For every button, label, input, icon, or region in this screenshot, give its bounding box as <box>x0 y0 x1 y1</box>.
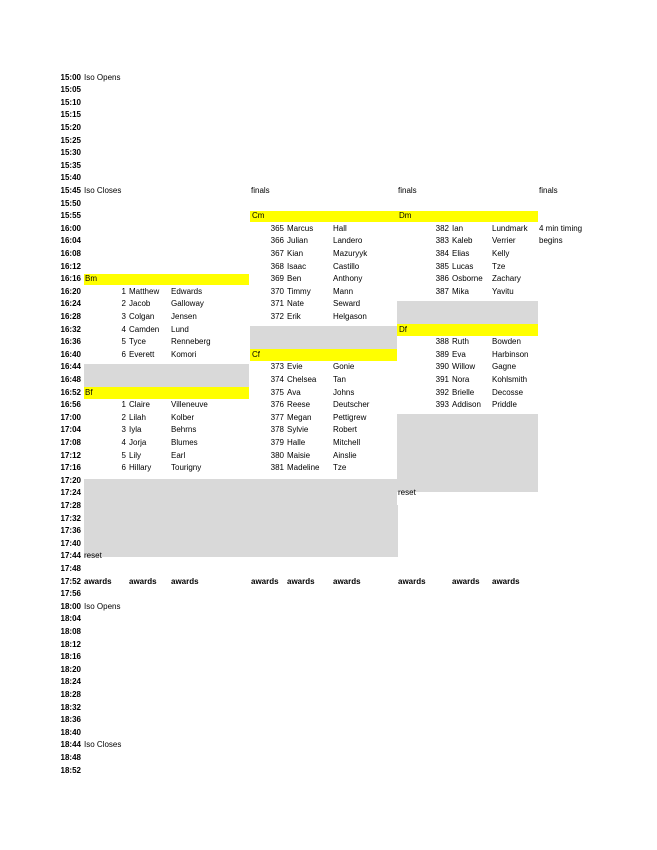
athlete-first-name: Madeline <box>287 463 320 473</box>
athlete-number: 390 <box>435 362 449 372</box>
athlete-number: 374 <box>270 374 284 384</box>
athlete-number: 391 <box>435 374 449 384</box>
time-label: 15:05 <box>60 85 81 95</box>
athlete-number: 367 <box>270 248 284 258</box>
time-label: 16:00 <box>60 223 81 233</box>
athlete-number: 5 <box>121 450 126 460</box>
heat-header-df <box>397 324 538 336</box>
athlete-first-name: Mika <box>452 286 469 296</box>
athlete-last-name: Bowden <box>492 337 521 347</box>
athlete-number: 379 <box>270 437 284 447</box>
athlete-number: 3 <box>121 425 126 435</box>
time-label: 17:32 <box>60 513 81 523</box>
time-label: 17:48 <box>60 563 81 573</box>
time-label: 16:24 <box>60 299 81 309</box>
time-label: 16:12 <box>60 261 81 271</box>
athlete-number: 6 <box>121 349 126 359</box>
heat-label-bf: Bf <box>85 387 93 397</box>
time-label: 16:08 <box>60 248 81 258</box>
heat-label-dm: Dm <box>399 211 412 221</box>
athlete-first-name: Everett <box>129 349 155 359</box>
athlete-number: 369 <box>270 274 284 284</box>
time-label: 18:00 <box>60 601 81 611</box>
time-label: 17:24 <box>60 488 81 498</box>
time-label: 16:36 <box>60 337 81 347</box>
time-label: 17:20 <box>60 475 81 485</box>
athlete-number: 371 <box>270 299 284 309</box>
athlete-first-name: Matthew <box>129 286 160 296</box>
athlete-first-name: Evie <box>287 362 303 372</box>
athlete-first-name: Ben <box>287 274 302 284</box>
athlete-number: 380 <box>270 450 284 460</box>
event-label: Iso Closes <box>84 740 122 750</box>
athlete-first-name: Brielle <box>452 387 475 397</box>
event-label: Iso Closes <box>84 185 122 195</box>
athlete-first-name: Kian <box>287 248 304 258</box>
athlete-first-name: Elias <box>452 248 470 258</box>
athlete-first-name: Isaac <box>287 261 307 271</box>
athlete-first-name: Julian <box>287 236 308 246</box>
athlete-first-name: Sylvie <box>287 425 309 435</box>
time-label: 17:04 <box>60 425 81 435</box>
time-label: 18:32 <box>60 702 81 712</box>
athlete-first-name: Jacob <box>129 299 151 309</box>
timing-note: begins <box>539 236 563 246</box>
time-label: 15:25 <box>60 135 81 145</box>
athlete-last-name: Tan <box>333 374 346 384</box>
time-label: 17:44 <box>60 551 81 561</box>
athlete-last-name: Galloway <box>171 299 204 309</box>
athlete-number: 2 <box>121 299 126 309</box>
athlete-first-name: Claire <box>129 400 150 410</box>
timing-note: 4 min timing <box>539 223 583 233</box>
time-label: 18:40 <box>60 727 81 737</box>
athlete-last-name: Lundmark <box>492 223 528 233</box>
athlete-first-name: Reese <box>287 400 311 410</box>
athlete-last-name: Villeneuve <box>171 400 208 410</box>
finals-label: finals <box>539 185 558 195</box>
athlete-first-name: Lily <box>129 450 142 460</box>
time-label: 16:16 <box>60 274 81 284</box>
athlete-last-name: Castillo <box>333 261 360 271</box>
athlete-first-name: Addison <box>452 400 481 410</box>
athlete-first-name: Chelsea <box>287 374 317 384</box>
athlete-first-name: Hillary <box>129 463 152 473</box>
time-label: 15:10 <box>60 97 81 107</box>
heat-label-cm: Cm <box>252 211 265 221</box>
shade-block <box>250 326 397 351</box>
athlete-first-name: Camden <box>129 324 160 334</box>
athlete-number: 365 <box>270 223 284 233</box>
athlete-last-name: Edwards <box>171 286 203 296</box>
athlete-number: 387 <box>435 286 449 296</box>
athlete-last-name: Harbinson <box>492 349 529 359</box>
time-label: 16:28 <box>60 311 81 321</box>
athlete-last-name: Renneberg <box>171 337 211 347</box>
athlete-last-name: Gagne <box>492 362 517 372</box>
shade-block <box>84 479 397 557</box>
athlete-number: 5 <box>121 337 126 347</box>
time-label: 16:56 <box>60 400 81 410</box>
time-label: 18:16 <box>60 652 81 662</box>
athlete-last-name: Jensen <box>171 311 197 321</box>
athlete-last-name: Tze <box>492 261 506 271</box>
athlete-number: 368 <box>270 261 284 271</box>
athlete-last-name: Priddle <box>492 400 517 410</box>
time-label: 17:12 <box>60 450 81 460</box>
time-label: 18:04 <box>60 614 81 624</box>
athlete-last-name: Earl <box>171 450 186 460</box>
athlete-last-name: Helgason <box>333 311 367 321</box>
finals-label: finals <box>251 185 270 195</box>
athlete-last-name: Verrier <box>492 236 516 246</box>
athlete-first-name: Lilah <box>129 412 146 422</box>
heat-header-cf <box>250 349 397 361</box>
athlete-number: 2 <box>121 412 126 422</box>
awards-label: awards <box>251 576 279 586</box>
time-label: 18:24 <box>60 677 81 687</box>
athlete-first-name: Jorja <box>129 437 147 447</box>
time-label: 15:20 <box>60 122 81 132</box>
event-label: reset <box>84 551 102 561</box>
athlete-first-name: Halle <box>287 437 306 447</box>
awards-label: awards <box>287 576 315 586</box>
event-label: Iso Opens <box>84 601 121 611</box>
time-label: 18:52 <box>60 765 81 775</box>
athlete-number: 392 <box>435 387 449 397</box>
awards-label: awards <box>129 576 157 586</box>
time-label: 17:28 <box>60 500 81 510</box>
time-label: 17:16 <box>60 463 81 473</box>
time-label: 17:56 <box>60 589 81 599</box>
athlete-first-name: Tyce <box>129 337 146 347</box>
time-label: 17:36 <box>60 526 81 536</box>
athlete-number: 389 <box>435 349 449 359</box>
time-label: 18:28 <box>60 689 81 699</box>
athlete-number: 388 <box>435 337 449 347</box>
athlete-last-name: Johns <box>333 387 355 397</box>
heat-label-cf: Cf <box>252 349 260 359</box>
athlete-first-name: Iyla <box>129 425 142 435</box>
athlete-last-name: Robert <box>333 425 358 435</box>
athlete-first-name: Kaleb <box>452 236 473 246</box>
athlete-last-name: Yavitu <box>492 286 514 296</box>
athlete-number: 386 <box>435 274 449 284</box>
athlete-number: 377 <box>270 412 284 422</box>
athlete-last-name: Gonie <box>333 362 355 372</box>
athlete-number: 385 <box>435 261 449 271</box>
athlete-last-name: Komori <box>171 349 197 359</box>
time-label: 15:35 <box>60 160 81 170</box>
athlete-number: 384 <box>435 248 449 258</box>
shade-block <box>397 414 538 492</box>
time-label: 15:45 <box>60 185 81 195</box>
athlete-last-name: Behrns <box>171 425 197 435</box>
athlete-last-name: Anthony <box>333 274 363 284</box>
awards-label: awards <box>84 576 112 586</box>
athlete-number: 1 <box>121 286 126 296</box>
athlete-first-name: Osborne <box>452 274 483 284</box>
time-label: 15:55 <box>60 211 81 221</box>
time-label: 15:15 <box>60 110 81 120</box>
athlete-last-name: Pettigrew <box>333 412 367 422</box>
athlete-first-name: Megan <box>287 412 312 422</box>
shade-block <box>397 301 538 326</box>
awards-label: awards <box>398 576 426 586</box>
athlete-first-name: Timmy <box>287 286 311 296</box>
time-label: 16:48 <box>60 374 81 384</box>
athlete-last-name: Kelly <box>492 248 510 258</box>
event-label: Iso Opens <box>84 72 121 82</box>
athlete-number: 6 <box>121 463 126 473</box>
time-label: 18:12 <box>60 639 81 649</box>
time-label: 17:52 <box>60 576 81 586</box>
athlete-number: 381 <box>270 463 284 473</box>
time-label: 18:48 <box>60 752 81 762</box>
athlete-number: 372 <box>270 311 284 321</box>
time-label: 17:00 <box>60 412 81 422</box>
awards-label: awards <box>171 576 199 586</box>
athlete-first-name: Marcus <box>287 223 314 233</box>
athlete-number: 373 <box>270 362 284 372</box>
athlete-number: 4 <box>121 437 126 447</box>
athlete-last-name: Landero <box>333 236 363 246</box>
athlete-first-name: Willow <box>452 362 476 372</box>
heat-label-bm: Bm <box>85 274 97 284</box>
time-label: 16:20 <box>60 286 81 296</box>
time-label: 16:04 <box>60 236 81 246</box>
athlete-last-name: Mazuryyk <box>333 248 368 258</box>
athlete-last-name: Blumes <box>171 437 198 447</box>
athlete-first-name: Erik <box>287 311 301 321</box>
athlete-number: 383 <box>435 236 449 246</box>
finals-label: finals <box>398 185 417 195</box>
athlete-first-name: Ruth <box>452 337 469 347</box>
athlete-last-name: Mann <box>333 286 354 296</box>
athlete-first-name: Ian <box>452 223 464 233</box>
awards-label: awards <box>492 576 520 586</box>
heat-label-df: Df <box>399 324 407 334</box>
athlete-number: 393 <box>435 400 449 410</box>
athlete-first-name: Lucas <box>452 261 474 271</box>
heat-header-cm <box>250 211 397 223</box>
time-label: 16:32 <box>60 324 81 334</box>
heat-header-bf <box>84 387 249 399</box>
athlete-number: 382 <box>435 223 449 233</box>
athlete-first-name: Nora <box>452 374 470 384</box>
athlete-first-name: Maisie <box>287 450 311 460</box>
athlete-number: 378 <box>270 425 284 435</box>
athlete-number: 376 <box>270 400 284 410</box>
athlete-first-name: Ava <box>287 387 301 397</box>
time-label: 18:36 <box>60 715 81 725</box>
athlete-last-name: Decosse <box>492 387 524 397</box>
time-label: 17:40 <box>60 538 81 548</box>
time-label: 18:08 <box>60 626 81 636</box>
shade-block <box>397 505 398 557</box>
time-label: 18:44 <box>60 740 81 750</box>
time-label: 17:08 <box>60 437 81 447</box>
athlete-last-name: Tze <box>333 463 347 473</box>
shade-block <box>84 364 249 389</box>
reset-label: reset <box>398 488 416 498</box>
athlete-number: 370 <box>270 286 284 296</box>
athlete-number: 1 <box>121 400 126 410</box>
athlete-number: 366 <box>270 236 284 246</box>
heat-header-bm <box>84 274 249 286</box>
athlete-last-name: Seward <box>333 299 361 309</box>
athlete-last-name: Kohlsmith <box>492 374 528 384</box>
heat-header-dm <box>397 211 538 223</box>
athlete-number: 375 <box>270 387 284 397</box>
athlete-last-name: Hall <box>333 223 347 233</box>
athlete-last-name: Mitchell <box>333 437 361 447</box>
athlete-first-name: Eva <box>452 349 466 359</box>
athlete-last-name: Zachary <box>492 274 521 284</box>
athlete-number: 3 <box>121 311 126 321</box>
time-label: 15:30 <box>60 148 81 158</box>
athlete-last-name: Kolber <box>171 412 195 422</box>
athlete-last-name: Ainslie <box>333 450 357 460</box>
time-label: 16:40 <box>60 349 81 359</box>
athlete-first-name: Nate <box>287 299 304 309</box>
time-label: 16:44 <box>60 362 81 372</box>
athlete-last-name: Tourigny <box>171 463 202 473</box>
time-label: 18:20 <box>60 664 81 674</box>
athlete-first-name: Colgan <box>129 311 155 321</box>
time-label: 15:00 <box>60 72 81 82</box>
athlete-last-name: Lund <box>171 324 189 334</box>
athlete-last-name: Deutscher <box>333 400 370 410</box>
awards-label: awards <box>452 576 480 586</box>
athlete-number: 4 <box>121 324 126 334</box>
awards-label: awards <box>333 576 361 586</box>
time-label: 15:40 <box>60 173 81 183</box>
time-label: 16:52 <box>60 387 81 397</box>
time-label: 15:50 <box>60 198 81 208</box>
